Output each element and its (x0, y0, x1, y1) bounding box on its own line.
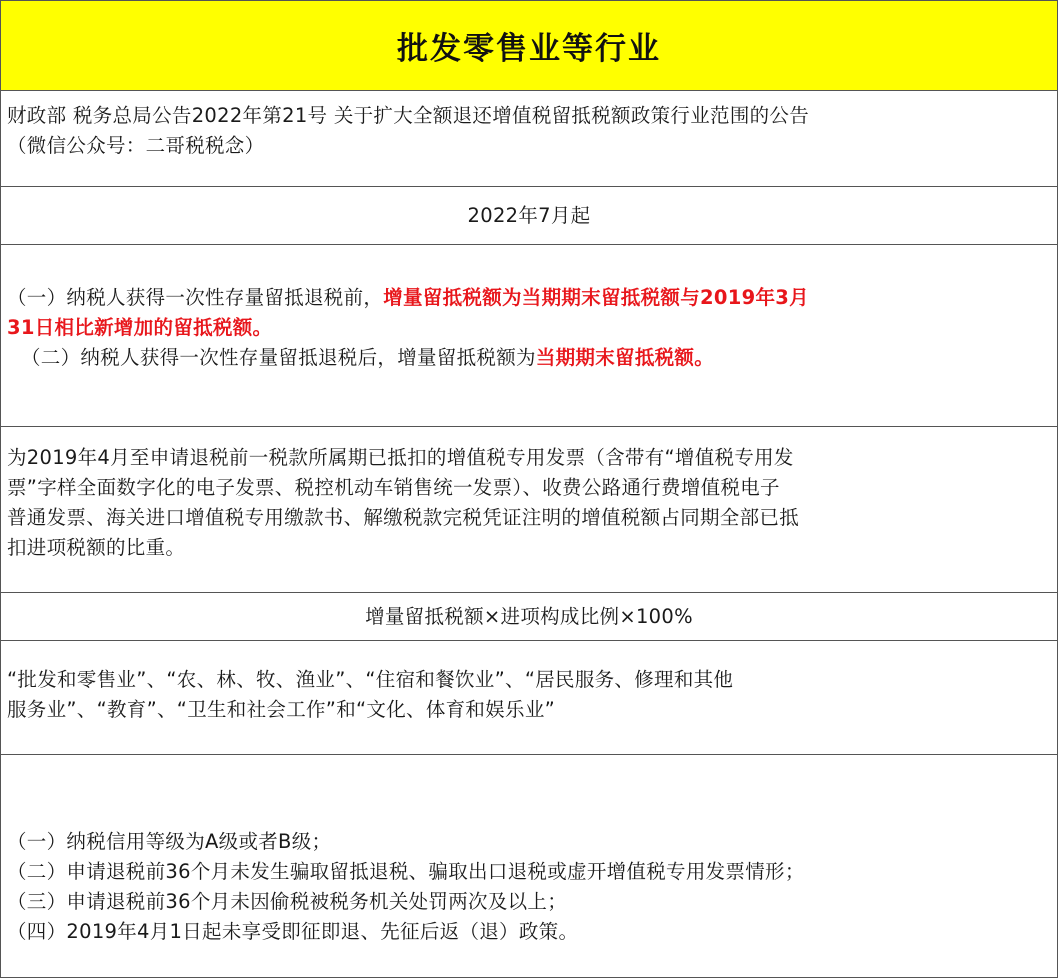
condition-item: （二）申请退税前36个月未发生骗取留抵退税、骗取出口退税或虚开增值税专用发票情形； (7, 860, 805, 883)
ratio-line-3: 普通发票、海关进口增值税专用缴款书、解缴税款完税凭证注明的增值税额占同期全部已抵 (7, 506, 800, 529)
page-title: 批发零售业等行业 (397, 31, 661, 67)
notice-row (1, 91, 1057, 187)
ratio-line-4: 扣进项税额的比重。 (7, 536, 186, 559)
industry-row (1, 641, 1057, 755)
ratio-line-1: 为2019年4月至申请退税前一税款所属期已抵扣的增值税专用发票（含带有“增值税专用发 (7, 446, 794, 469)
industry-line-1: “批发和零售业”、“农、林、牧、渔业”、“住宿和餐饮业”、“居民服务、修理和其他 (7, 668, 734, 691)
definition-item-1 (7, 283, 1051, 313)
start-date-row (1, 187, 1057, 245)
condition-item: （三）申请退税前36个月未因偷税被税务机关处罚两次及以上； (7, 890, 568, 913)
definition-item-1-prefix: （一）纳税人获得一次性存量留抵退税前， (7, 286, 384, 309)
definition-item-2-prefix: （二）纳税人获得一次性存量留抵退税后，增量留抵税额为 (21, 346, 536, 369)
refund-formula: 增量留抵税额×进项构成比例×100% (365, 604, 693, 628)
condition-item: （四）2019年4月1日起未享受即征即退、先征后返（退）政策。 (7, 920, 579, 943)
definition-item-1-highlight-b: 31日相比新增加的留抵税额。 (7, 316, 273, 339)
ratio-line-2: 票”字样全面数字化的电子发票、税控机动车销售统一发票）、收费公路通行费增值税电子 (7, 476, 780, 499)
ratio-row (1, 427, 1057, 593)
definition-row (1, 245, 1057, 427)
start-date: 2022年7月起 (467, 203, 591, 227)
condition-item: （一）纳税信用等级为A级或者B级； (7, 830, 332, 853)
conditions-row (1, 755, 1057, 979)
formula-row (1, 593, 1057, 641)
definition-item-2 (7, 343, 1051, 373)
title-row (1, 1, 1057, 91)
notice-source: （微信公众号：二哥税税念） (7, 134, 265, 157)
notice-title: 财政部 税务总局公告2022年第21号 关于扩大全额退还增值税留抵税额政策行业范围的公告 (7, 104, 810, 127)
definition-item-2-highlight: 当期期末留抵税额。 (535, 346, 715, 369)
definition-item-1-highlight-a: 增量留抵税额为当期期末留抵税额与2019年3月 (383, 286, 809, 309)
industry-line-2: 服务业”、“教育”、“卫生和社会工作”和“文化、体育和娱乐业” (7, 698, 556, 721)
